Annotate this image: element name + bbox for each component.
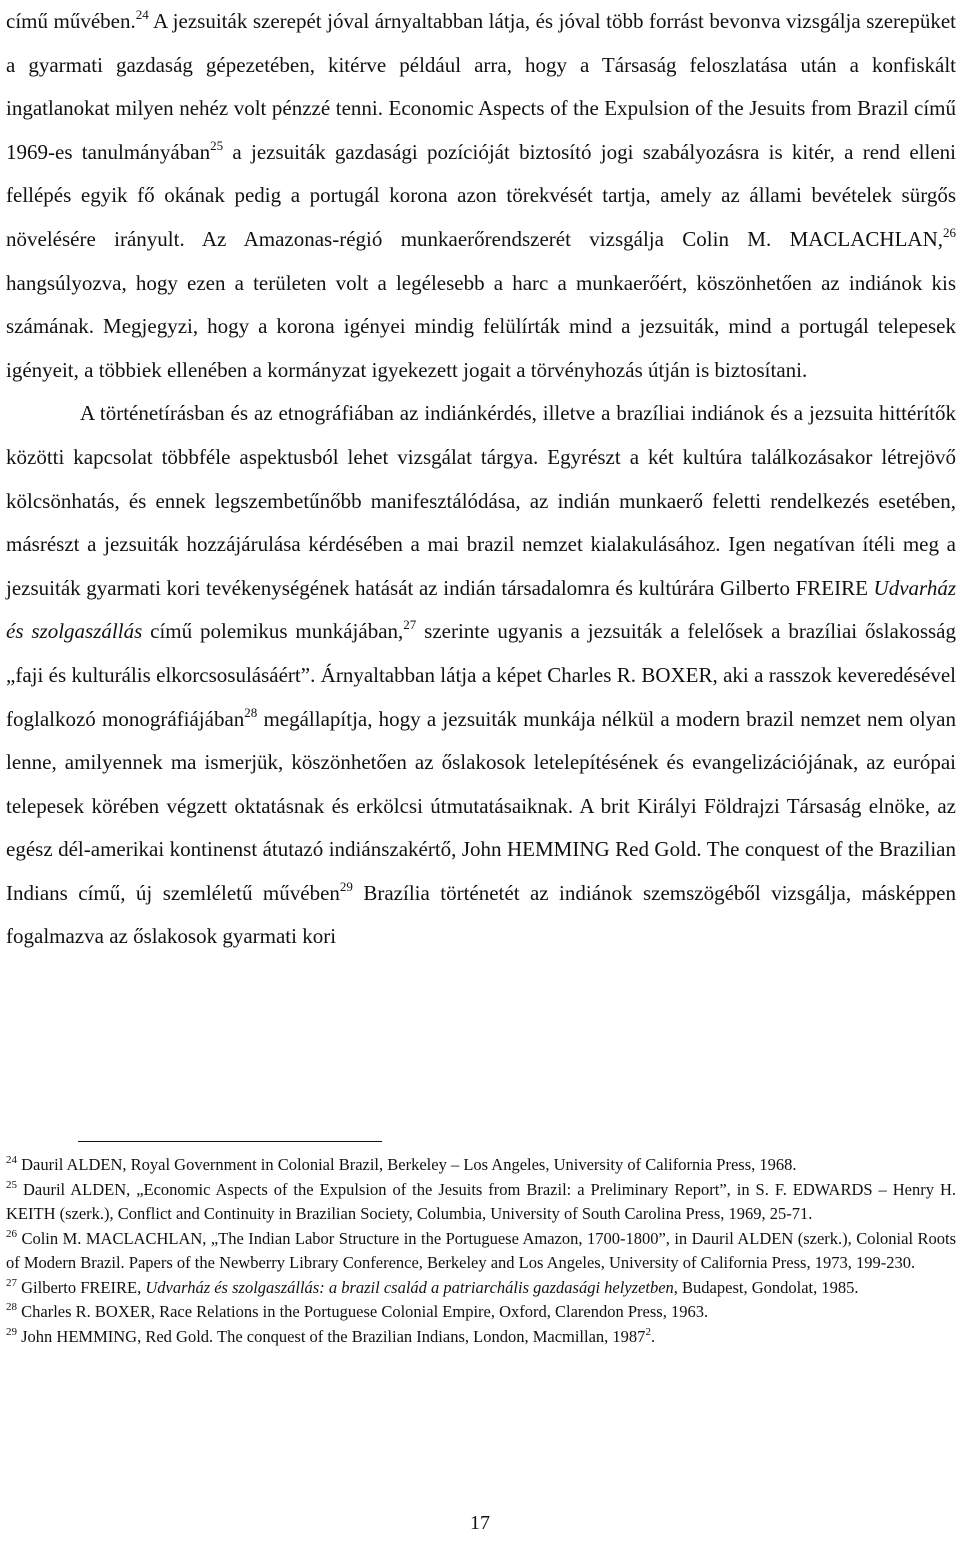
footnote-ref-26: 26 [943,224,956,240]
footnote-text: , Budapest, Gondolat, 1985. [673,1277,859,1297]
footnotes [6,1153,956,1349]
text-segment: című művében. [6,9,136,33]
page-number: 17 [470,1512,490,1534]
footnote-text: Gilberto FREIRE, [21,1277,146,1297]
footnote-ref-24: 24 [135,7,149,22]
footnote-ref-28: 28 [244,704,258,720]
footnote-text: John HEMMING, Red Gold. The conquest of the Brazilian Indians, London, Macmillan, 1987 [21,1326,646,1346]
paragraph-1 [6,0,956,392]
text-segment: hangsúlyozva, hogy ezen a területen volt a legélesebb a harc a munkaerőért, köszönhetően az indiánok kis számának. Megjegyzi, hogy a korona igényei mindig felülírták mind a jezsuiták, mind a portugál telepesek igényeit, a többiek ellenében a kormányzat igyekezett jogait a törvényhozás útján is biztosítani. [6,270,956,382]
footnote-25 [6,1178,956,1227]
text-segment: A történetírásban és az etnográfiában az indiánkérdés, illetve a brazíliai indiánok és a jezsuita hittérítők közötti kapcsolat többféle aspektusból lehet vizsgálat tárgya. Egyrészt a két kultúra találkozásakor létrejövő kölcsönhatás, és ennek legszembetűnőbb manifesztálódása, az indián munkaerő feletti rendelkezés esetében, másrészt a jezsuiták hozzájárulása kérdésében a mai brazil nemzet kialakulásához. Igen negatívan ítéli meg a jezsuiták gyarmati kori tevékenységének hatását az indián társadalomra és kultúrára Gilberto FREIRE [6,401,956,600]
footnote-ref-25: 25 [210,137,224,153]
footnote-separator [78,1141,382,1142]
footnote-number: 26 [6,1227,17,1240]
edition-superscript: 2 [645,1325,651,1338]
footnote-number: 28 [6,1301,17,1313]
text-segment: című polemikus munkájában, [142,619,404,644]
footnote-text: Colin M. MACLACHLAN, „The Indian Labor Structure in the Portuguese Amazon, 1700-1800”, in Dauril ALDEN (szerk.), Colonial Roots of Modern Brazil. Papers of the Newberry Library Conference, Berkeley and Los Angeles, University of California Press, 1973, 199-230. [6,1228,957,1272]
footnote-number: 24 [6,1154,17,1166]
footnote-ref-27: 27 [403,617,417,633]
footnote-number: 27 [6,1276,17,1289]
footnote-number: 25 [6,1178,17,1191]
document-page [6,0,956,959]
paragraph-2 [6,392,956,959]
footnote-text: . [650,1326,656,1346]
footnote-28 [6,1300,956,1325]
body-text [6,0,956,959]
text-segment: megállapítja, hogy a jezsuiták munkája nélkül a modern brazil nemzet nem olyan lenne, amilyennek ma ismerjük, köszönhetően az őslakosok letelepítésének és evangelizációjának, az európai telepesek körében végzett oktatásnak és erkölcsi útmutatásaiknak. A brit Királyi Földrajzi Társaság elnöke, az egész dél-amerikai kontinenst átutazó indiánszakértő, John HEMMING Red Gold. The conquest of the Brazilian Indians című, új szemléletű művében [6,706,957,905]
footnote-number: 29 [6,1325,17,1338]
text-segment: szerinte ugyanis a jezsuiták a felelősek a brazíliai őslakosság „faji és kulturális elkorcsosulásáért”. Árnyaltabban látja a képet Charles R. BOXER, aki a rasszok keveredésével foglalkozó monográfiájában [6,619,957,731]
footnote-text: Dauril ALDEN, Royal Government in Colonial Brazil, Berkeley – Los Angeles, University of California Press, 1968. [21,1155,797,1174]
footnote-text: Charles R. BOXER, Race Relations in the Portuguese Colonial Empire, Oxford, Clarendon Press, 1963. [21,1302,709,1321]
footnote-text: Dauril ALDEN, „Economic Aspects of the Expulsion of the Jesuits from Brazil: a Preliminary Report”, in S. F. EDWARDS – Henry H. KEITH (szerk.), Conflict and Continuity in Brazilian Society, Columbia, University of South Carolina Press, 1969, 25-71. [6,1179,956,1223]
footnote-26 [6,1227,956,1276]
footnote-ref-29: 29 [339,878,353,894]
footnote-title: Udvarház és szolgaszállás: a brazil család a patriarchális gazdasági helyzetben [145,1277,674,1297]
text-segment: Brazília történetét az indiánok szemszögéből vizsgálja, másképpen fogalmazva az őslakosok gyarmati kori [6,880,956,949]
footnote-27 [6,1276,956,1301]
work-title: Udvarház és szolgaszállás [6,575,956,644]
footnote-29 [6,1325,956,1350]
footnote-24 [6,1153,956,1178]
text-segment: A jezsuiták szerepét jóval árnyaltabban látja, és jóval több forrást bevonva vizsgálja szerepüket a gyarmati gazdaság gépezetében, kitérve például arra, hogy a Társaság feloszlatása után a konfiskált ingatlanokat milyen nehéz volt pénzzé tenni. Economic Aspects of the Expulsion of the Jesuits from Brazil című 1969-es tanulmányában [6,9,957,164]
text-segment: a jezsuiták gazdasági pozícióját biztosító jogi szabályozásra is kitér, a rend elleni fellépés egyik fő okának pedig a portugál korona azon törekvését tartja, amely az állami bevételek sürgős növelésére irányult. Az Amazonas-régió munkaerőrendszerét vizsgálja Colin M. MACLACHLAN, [6,139,956,251]
